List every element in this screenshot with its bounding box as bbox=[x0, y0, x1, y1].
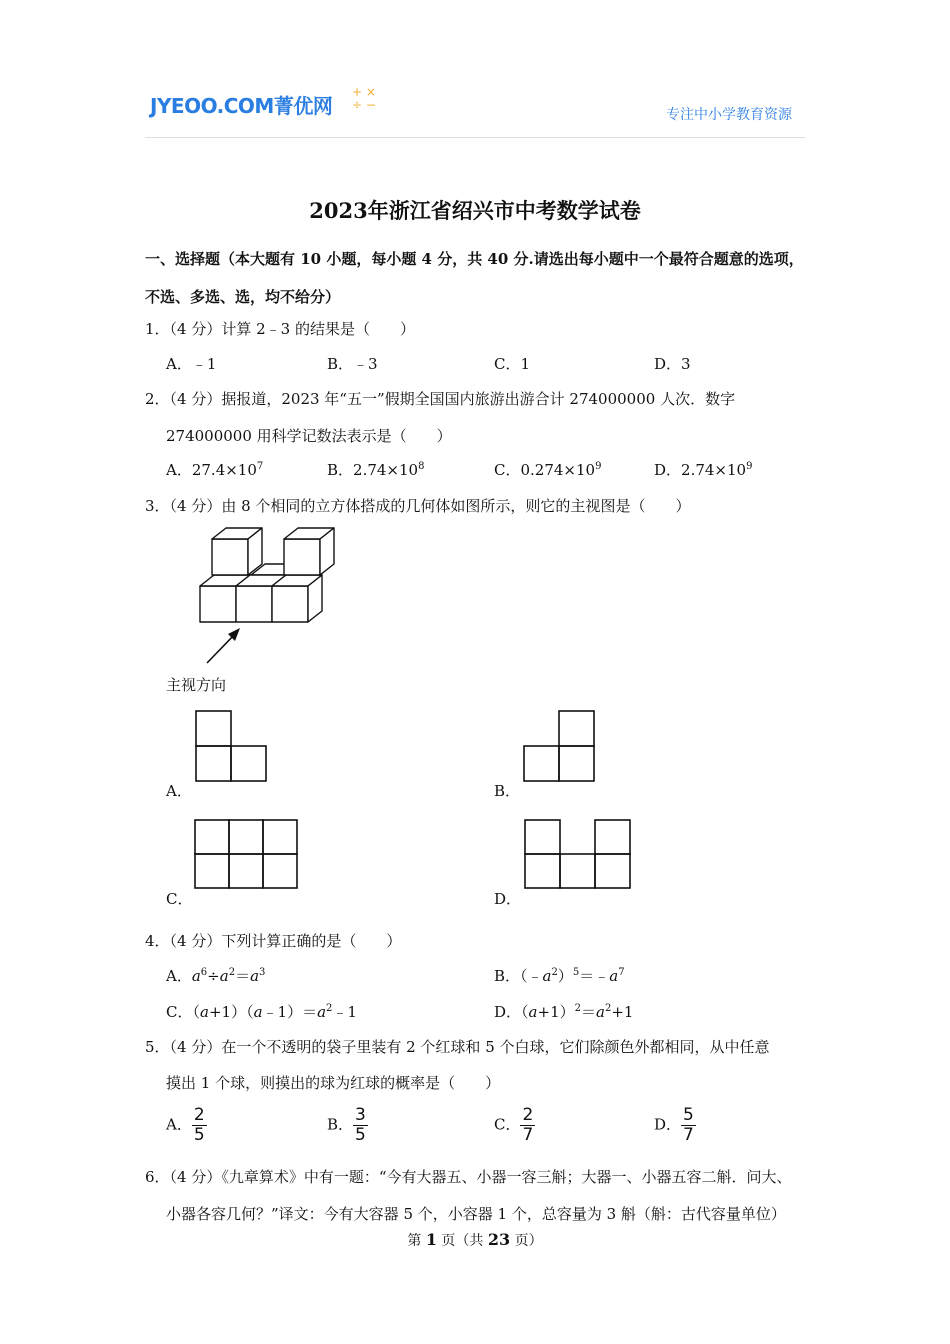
q1-option-d[interactable]: D．3 bbox=[654, 355, 691, 373]
q3-option-d[interactable]: D． bbox=[494, 890, 522, 908]
page-title: 2023年浙江省绍兴市中考数学试卷 bbox=[309, 198, 641, 223]
q4-option-d[interactable]: D．$(a+1)^2=a^2+1$ bbox=[494, 1003, 634, 1021]
q6-stem-line1: 6．（4 分）《九章算术》中有一题：“今有大器五、小器一容三斛；大器一、小器五容二斛．问大、 bbox=[145, 1168, 792, 1186]
q2-option-a[interactable]: A．$27.4\times 10^7$ bbox=[166, 461, 264, 479]
q2-stem-line1: 2．（4 分）据报道，2023 年“五一”假期全国国内旅游出游合计 274000000 人次．数字 bbox=[145, 390, 736, 408]
q1-option-c[interactable]: C．1 bbox=[494, 355, 531, 373]
q3-option-b-figure[interactable] bbox=[523, 710, 595, 782]
fraction: $\frac{2}{5}$ bbox=[193, 1105, 205, 1145]
q5-option-a[interactable]: A． $\frac{2}{5}$ bbox=[166, 1105, 205, 1145]
q5-option-d[interactable]: D． $\frac{5}{7}$ bbox=[654, 1105, 694, 1145]
q4-option-b[interactable]: B．$(﹣a^2)^5=﹣a^7$ bbox=[494, 967, 625, 985]
q3-option-b[interactable]: B． bbox=[494, 782, 521, 800]
q3-option-c[interactable]: C． bbox=[166, 890, 193, 908]
section-heading-line2: 不选、多选、选，均不给分） bbox=[145, 288, 341, 306]
q1-option-b[interactable]: B．﹣3 bbox=[327, 355, 378, 373]
q1-stem: 1．（4 分）计算 2﹣3 的结果是（ ） bbox=[145, 320, 415, 338]
q2-option-d[interactable]: D．$2.74\times 10^9$ bbox=[654, 461, 753, 479]
q6-stem-line2: 小器各容几何？”译文：今有大容器 5 个，小容器 1 个，总容量为 3 斛（斛：古代容量单位） bbox=[166, 1205, 786, 1223]
fraction: $\frac{5}{7}$ bbox=[683, 1105, 694, 1145]
q5-stem-line2: 摸出 1 个球，则摸出的球为红球的概率是（ ） bbox=[166, 1074, 501, 1092]
q3-stem: 3．（4 分）由 8 个相同的立方体搭成的几何体如图所示，则它的主视图是（ ） bbox=[145, 497, 691, 515]
q1-option-a[interactable]: A．﹣1 bbox=[166, 355, 217, 373]
page-footer: 第 1 页（共 23 页） bbox=[407, 1230, 543, 1249]
q5-option-c[interactable]: C． $\frac{2}{7}$ bbox=[494, 1105, 534, 1145]
q2-stem-line2: 274000000 用科学记数法表示是（ ） bbox=[166, 427, 452, 445]
q3-direction-label: 主视方向 bbox=[166, 676, 227, 694]
q3-option-c-figure[interactable] bbox=[194, 819, 299, 890]
current-page: 1 bbox=[425, 1230, 437, 1249]
q5-stem-line1: 5．（4 分）在一个不透明的袋子里装有 2 个红球和 5 个白球，它们除颜色外都相同，从中任意 bbox=[145, 1038, 770, 1056]
fraction: $\frac{2}{7}$ bbox=[522, 1105, 534, 1145]
q4-stem: 4．（4 分）下列计算正确的是（ ） bbox=[145, 932, 402, 950]
fraction: $\frac{3}{5}$ bbox=[355, 1105, 366, 1145]
q3-option-a[interactable]: A． bbox=[166, 782, 192, 800]
view-direction-arrow-icon bbox=[200, 623, 245, 668]
q2-option-c[interactable]: C．$0.274\times 10^9$ bbox=[494, 461, 602, 479]
site-logo[interactable]: JYEOO.COM菁优网 bbox=[150, 94, 333, 118]
logo-math-symbols: + × ÷ − bbox=[352, 85, 376, 112]
q4-option-c[interactable]: C．$(a+1)(a﹣1)=a^2﹣1$ bbox=[166, 1003, 357, 1021]
q5-option-b[interactable]: B． $\frac{3}{5}$ bbox=[327, 1105, 366, 1145]
q3-option-a-figure[interactable] bbox=[195, 710, 267, 782]
header-divider bbox=[145, 137, 805, 138]
q4-option-a[interactable]: A．$a^6\div a^2=a^3$ bbox=[166, 967, 266, 985]
section-heading-line1: 一、选择题（本大题有 10 小题，每小题 4 分，共 40 分.请选出每小题中一个最符合题意的选项， bbox=[145, 250, 804, 268]
total-pages: 23 bbox=[487, 1230, 511, 1249]
q3-option-d-figure[interactable] bbox=[524, 819, 631, 890]
site-tagline: 专注中小学教育资源 bbox=[666, 107, 792, 123]
q2-option-b[interactable]: B．$2.74\times 10^8$ bbox=[327, 461, 425, 479]
